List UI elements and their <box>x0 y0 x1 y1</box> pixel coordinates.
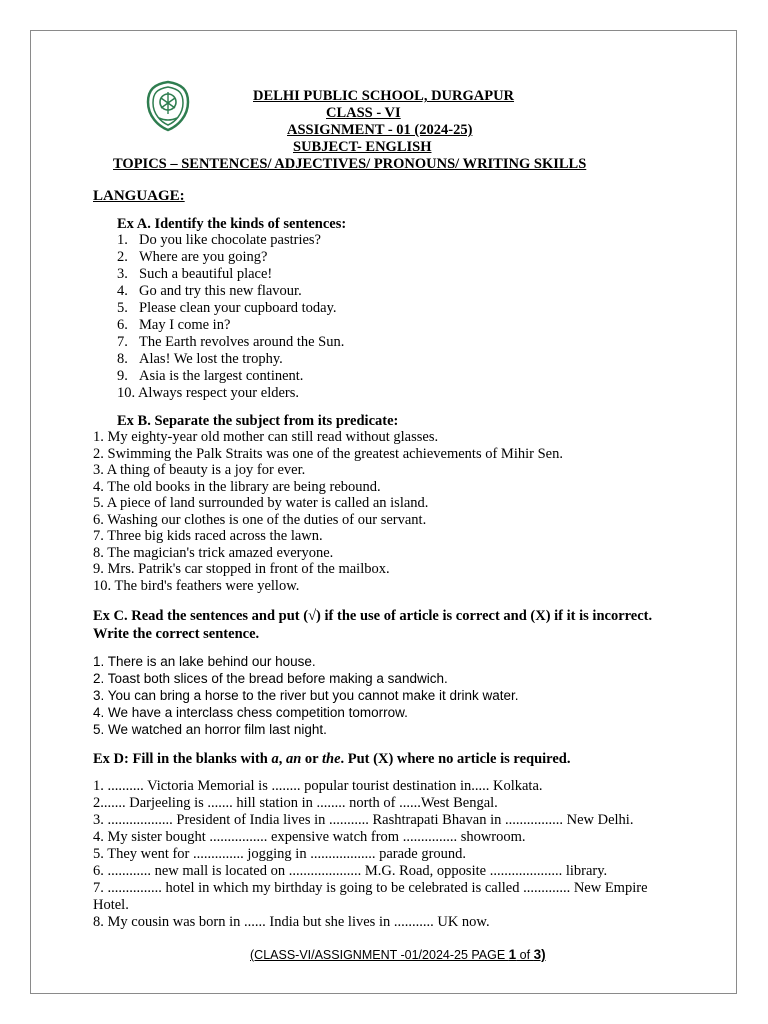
page-number: 1 <box>508 947 517 962</box>
list-item: 10. The bird's feathers were yellow. <box>93 577 300 594</box>
list-item: 7. The Earth revolves around the Sun. <box>117 334 345 350</box>
list-item: 9. Asia is the largest continent. <box>117 368 304 384</box>
list-item: 2. Swimming the Palk Straits was one of the greatest achievements of Mihir Sen. <box>93 445 563 462</box>
school-name: DELHI PUBLIC SCHOOL, DURGAPUR <box>253 88 515 104</box>
list-item: 10. Always respect your elders. <box>117 385 300 401</box>
list-item: 2. Toast both slices of the bread before making a sandwich. <box>93 671 448 686</box>
assignment-label: ASSIGNMENT - 01 (2024-25) <box>287 122 473 138</box>
list-item: 1. My eighty-year old mother can still read without glasses. <box>93 429 439 445</box>
list-item: 9. Mrs. Patrik's car stopped in front of the mailbox. <box>93 561 390 577</box>
list-item: 1. There is an lake behind our house. <box>93 654 316 669</box>
exercise-a-list <box>117 232 344 402</box>
exercise-c-heading-line1: Ex C. Read the sentences and put (√) if the use of article is correct and (X) if it is incorrect. <box>93 608 653 624</box>
list-item: 6. May I come in? <box>117 317 231 333</box>
class-label: CLASS - VI <box>326 105 401 121</box>
list-item: 3. You can bring a horse to the river but you cannot make it drink water. <box>93 688 519 703</box>
exercise-a-heading: Ex A. Identify the kinds of sentences: <box>117 216 347 232</box>
list-item: 4. My sister bought ................ expensive watch from ............... showroom. <box>93 829 526 845</box>
page-footer: (CLASS-VI/ASSIGNMENT -01/2024-25 PAGE 1 of 3) <box>250 947 546 962</box>
list-item: 7. Three big kids raced across the lawn. <box>93 528 323 544</box>
list-item: 3. .................. President of India lives in ........... Rashtrapati Bhavan in ................ New Delhi. <box>93 812 634 828</box>
topics-label: TOPICS – SENTENCES/ ADJECTIVES/ PRONOUNS/ WRITING SKILLS <box>113 156 587 172</box>
section-title-language: LANGUAGE: <box>93 188 185 204</box>
list-item: 1. .......... Victoria Memorial is ........ popular tourist destination in..... Kolkata. <box>93 778 543 794</box>
school-crest-logo-icon <box>144 80 192 132</box>
list-item: 5. A piece of land surrounded by water is called an island. <box>93 495 429 511</box>
list-item: 2....... Darjeeling is ....... hill station in ........ north of ......West Bengal. <box>93 795 498 811</box>
list-item: 5. We watched an horror film last night. <box>93 722 327 737</box>
page-total: 3) <box>533 947 546 962</box>
exercise-c-heading-line2: Write the correct sentence. <box>93 626 260 642</box>
list-item: 7. ............... hotel in which my birthday is going to be celebrated is called ............. New Empire <box>93 880 648 896</box>
list-item: 8. Alas! We lost the trophy. <box>117 351 283 367</box>
list-item: 4. The old books in the library are being rebound. <box>93 478 381 495</box>
list-item: 2. Where are you going? <box>117 249 268 265</box>
exercise-c-heading <box>93 607 652 643</box>
list-item: 4. Go and try this new flavour. <box>117 283 302 299</box>
list-item: 8. The magician's trick amazed everyone. <box>93 544 334 561</box>
list-item: 1. Do you like chocolate pastries? <box>117 232 321 248</box>
exercise-b-list <box>93 429 563 594</box>
list-item: 4. We have a interclass chess competition tomorrow. <box>93 705 408 720</box>
exercise-d-list <box>93 778 648 931</box>
exercise-d-heading: Ex D: Fill in the blanks with a, an or the. Put (X) where no article is required. <box>93 751 571 767</box>
subject-label: SUBJECT- ENGLISH <box>293 139 432 155</box>
list-item: 5. Please clean your cupboard today. <box>117 300 337 316</box>
list-item: 5. They went for .............. jogging in .................. parade ground. <box>93 846 467 862</box>
list-item: 3. A thing of beauty is a joy for ever. <box>93 462 306 478</box>
list-item: 8. My cousin was born in ...... India but she lives in ........... UK now. <box>93 914 490 930</box>
list-item: 3. Such a beautiful place! <box>117 266 273 282</box>
exercise-b-heading: Ex B. Separate the subject from its predicate: <box>117 413 399 429</box>
list-item: Hotel. <box>93 897 129 913</box>
list-item: 6. ............ new mall is located on .................... M.G. Road, opposite .................... library. <box>93 863 608 879</box>
list-item: 6. Washing our clothes is one of the duties of our servant. <box>93 511 427 528</box>
exercise-c-list <box>93 653 519 738</box>
